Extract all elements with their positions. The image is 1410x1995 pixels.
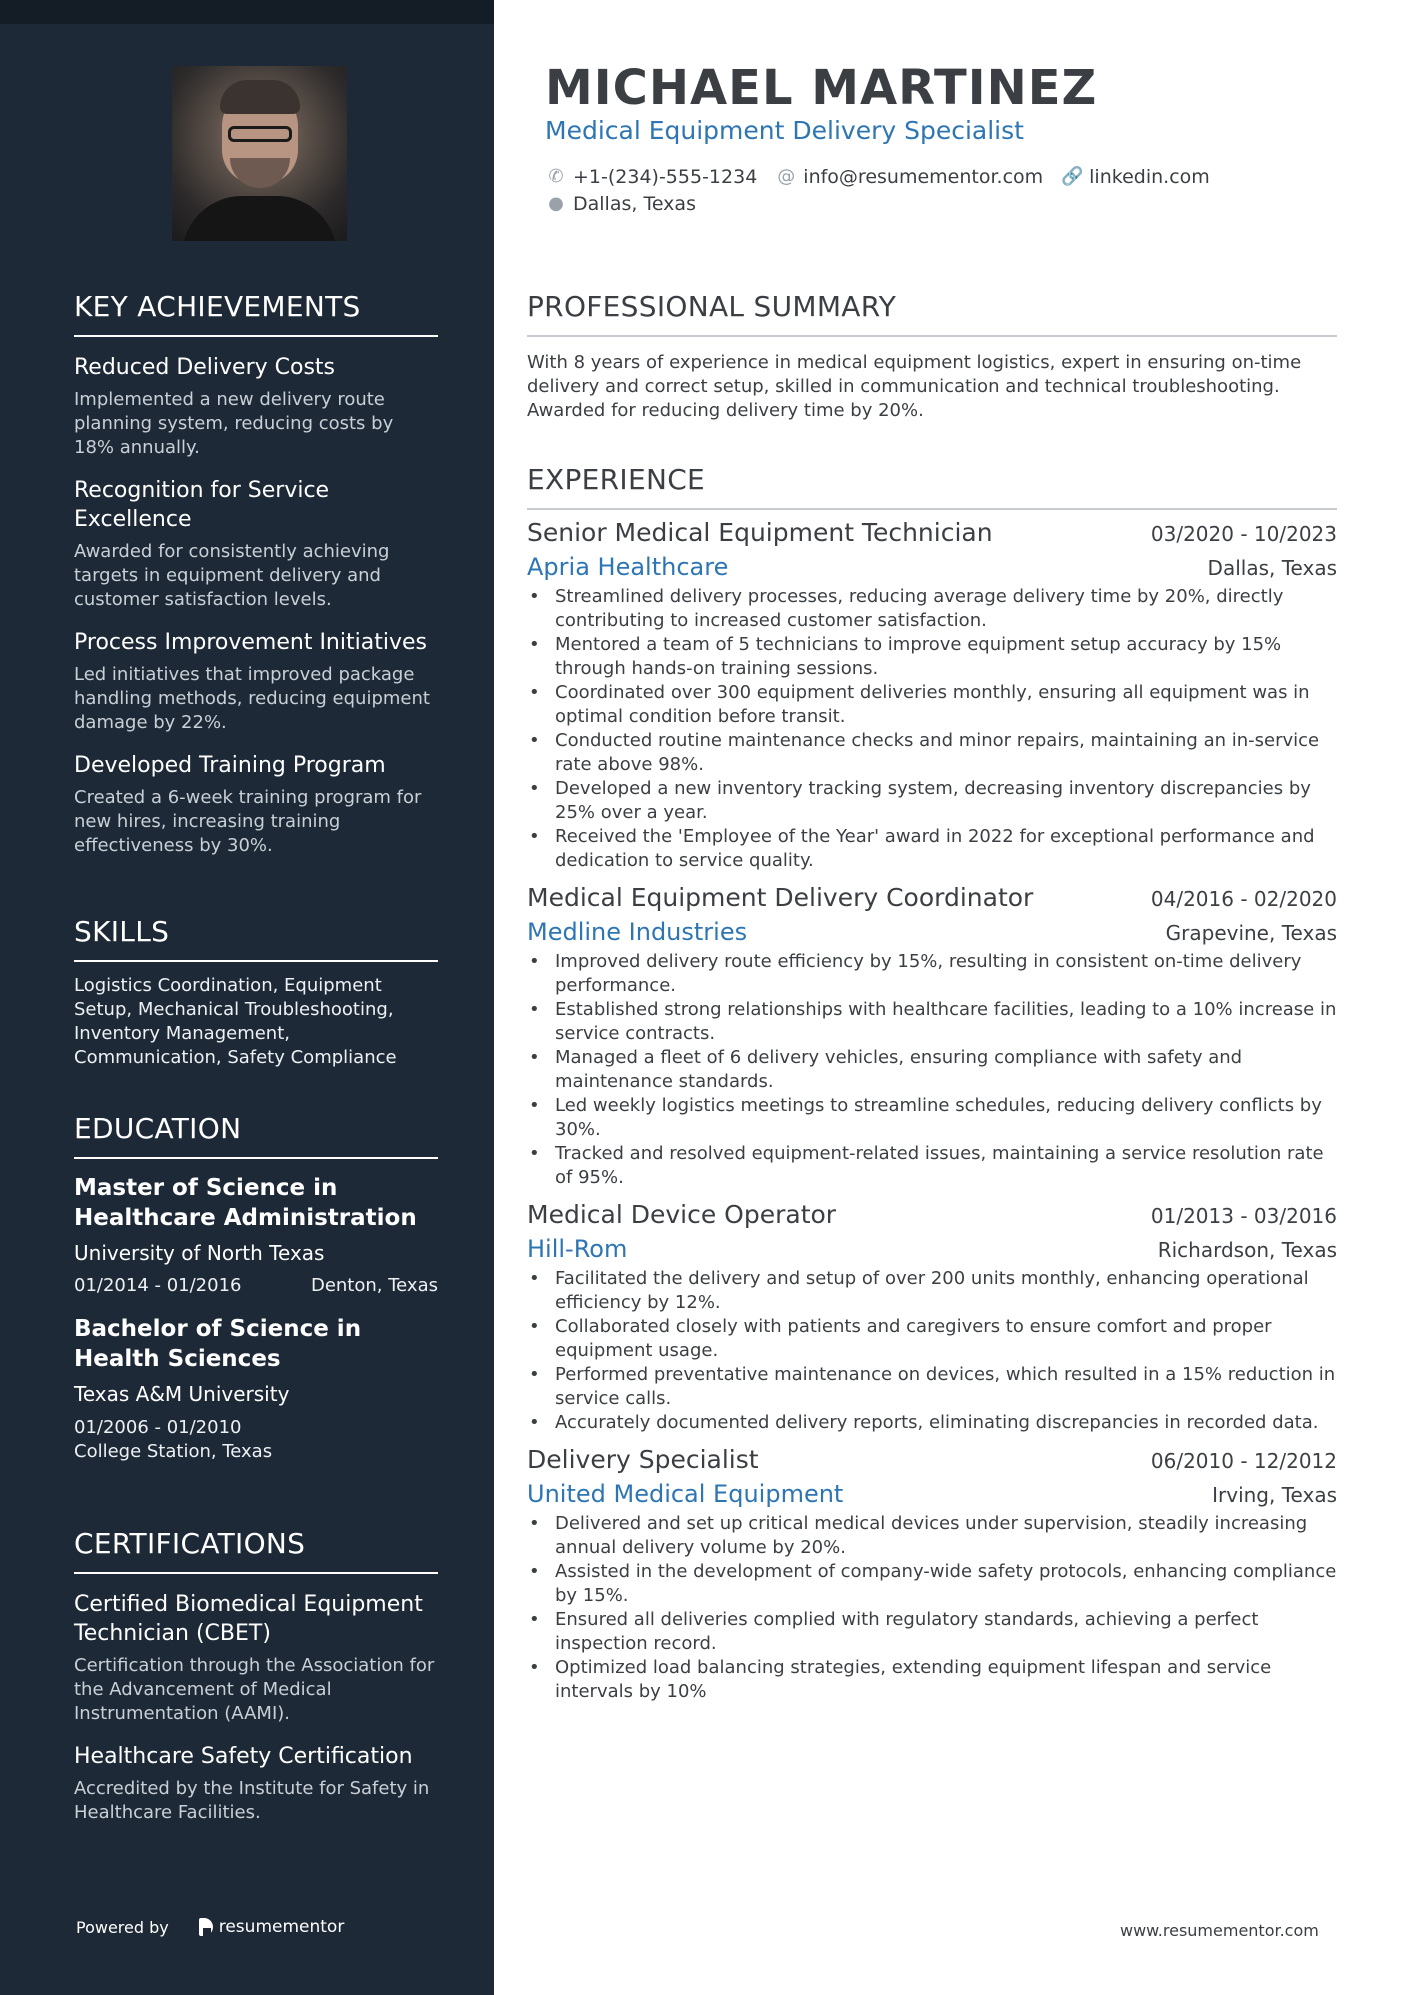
job-dates: 04/2016 - 02/2020 xyxy=(1150,887,1337,911)
job-bullets xyxy=(527,585,1337,873)
sidebar-top-bar xyxy=(0,0,494,24)
job-title: Delivery Specialist xyxy=(527,1445,759,1474)
job-bullet: • Collaborated closely with patients and caregivers to ensure comfort and proper equipment usage. xyxy=(527,1315,1337,1363)
job-entry xyxy=(527,1445,1337,1704)
job-company: United Medical Equipment xyxy=(527,1480,844,1508)
location-pin-icon: ● xyxy=(548,193,564,214)
education-location: College Station, Texas xyxy=(74,1441,273,1462)
achievement-desc: Created a 6-week training program for new hires, increasing training effectiveness by 30%. xyxy=(74,787,422,856)
job-bullets xyxy=(527,1267,1337,1435)
powered-by-label: Powered by xyxy=(76,1917,169,1937)
location-text: Dallas, Texas xyxy=(573,192,696,215)
job-bullets xyxy=(527,1512,1337,1704)
job-bullet: • Coordinated over 300 equipment deliveries monthly, ensuring all equipment was in optimal condition before transit. xyxy=(527,681,1337,729)
education-location: Denton, Texas xyxy=(310,1275,438,1296)
job-bullet: • Performed preventative maintenance on devices, which resulted in a 15% reduction in service calls. xyxy=(527,1363,1337,1411)
job-entry xyxy=(527,883,1337,1190)
job-dates: 06/2010 - 12/2012 xyxy=(1150,1449,1337,1473)
job-bullet: • Streamlined delivery processes, reducing average delivery time by 20%, directly contributing to increased customer satisfaction. xyxy=(527,585,1337,633)
job-bullet: • Tracked and resolved equipment-related issues, maintaining a service resolution rate of 95%. xyxy=(527,1142,1337,1190)
resumementor-logo-icon xyxy=(199,1918,213,1936)
job-bullet: • Improved delivery route efficiency by 15%, resulting in consistent on-time delivery performance. xyxy=(527,950,1337,998)
achievement-title: Reduced Delivery Costs xyxy=(74,355,336,380)
job-location: Dallas, Texas xyxy=(1207,556,1337,580)
job-company: Hill-Rom xyxy=(527,1235,628,1263)
sidebar xyxy=(0,0,494,1995)
education-section xyxy=(74,1112,438,1464)
job-dates: 01/2013 - 03/2016 xyxy=(1150,1204,1337,1228)
education-dates: 01/2006 - 01/2010 xyxy=(74,1417,242,1438)
job-dates: 03/2020 - 10/2023 xyxy=(1150,522,1337,546)
job-bullet: • Led weekly logistics meetings to streamline schedules, reducing delivery conflicts by 30%. xyxy=(527,1094,1337,1142)
achievement-title: Recognition for Service Excellence xyxy=(74,478,330,532)
contact-info xyxy=(545,163,1228,217)
job-bullet: • Managed a fleet of 6 delivery vehicles, ensuring compliance with safety and maintenance standards. xyxy=(527,1046,1337,1094)
contact-location xyxy=(545,193,696,215)
skills-heading: SKILLS xyxy=(74,915,438,962)
certification-desc: Accredited by the Institute for Safety in Healthcare Facilities. xyxy=(74,1778,430,1823)
summary-text: With 8 years of experience in medical equipment logistics, expert in ensuring on-time delivery and correct setup, skilled in communication and technical troubleshooting. Awarded for reducing delivery time by 20%. xyxy=(527,352,1302,421)
education-heading: EDUCATION xyxy=(74,1112,438,1159)
job-bullet: • Optimized load balancing strategies, extending equipment lifespan and service intervals by 10% xyxy=(527,1656,1337,1704)
email-text: info@resumementor.com xyxy=(803,165,1044,188)
job-bullet: • Conducted routine maintenance checks and minor repairs, maintaining an in-service rate above 98%. xyxy=(527,729,1337,777)
education-item xyxy=(74,1173,438,1296)
resumementor-brand: resumementor xyxy=(218,1917,345,1937)
footer-url[interactable]: www.resumementor.com xyxy=(1120,1921,1319,1940)
education-school: University of North Texas xyxy=(74,1241,325,1265)
key-achievements-heading: KEY ACHIEVEMENTS xyxy=(74,290,438,337)
powered-by xyxy=(76,1917,344,1937)
certification-item xyxy=(74,1742,438,1825)
job-bullet: • Mentored a team of 5 technicians to improve equipment setup accuracy by 15% through hands-on training sessions. xyxy=(527,633,1337,681)
certification-item xyxy=(74,1590,438,1726)
job-entry xyxy=(527,518,1337,873)
profile-photo xyxy=(172,66,347,241)
link-icon: 🔗 xyxy=(1061,166,1084,187)
contact-email[interactable] xyxy=(775,166,1043,188)
experience-section xyxy=(527,463,1337,1704)
job-location: Irving, Texas xyxy=(1212,1483,1337,1507)
contact-linkedin[interactable] xyxy=(1061,166,1210,188)
achievement-item xyxy=(74,353,438,460)
certifications-section xyxy=(74,1527,438,1825)
resumementor-logo[interactable] xyxy=(199,1917,345,1937)
skills-text: Logistics Coordination, Equipment Setup, Mechanical Troubleshooting, Inventory Management, Communication, Safety Compliance xyxy=(74,975,397,1068)
key-achievements-section xyxy=(74,290,438,858)
education-degree: Master of Science in Healthcare Administration xyxy=(74,1175,417,1231)
phone-icon: ✆ xyxy=(548,166,564,187)
linkedin-text: linkedin.com xyxy=(1089,165,1210,188)
achievement-desc: Implemented a new delivery route planning system, reducing costs by 18% annually. xyxy=(74,389,394,458)
experience-heading: EXPERIENCE xyxy=(527,463,1337,510)
achievement-desc: Awarded for consistently achieving targets in equipment delivery and customer satisfaction levels. xyxy=(74,541,390,610)
job-location: Grapevine, Texas xyxy=(1165,921,1337,945)
certification-desc: Certification through the Association for the Advancement of Medical Instrumentation (AAMI). xyxy=(74,1655,435,1724)
summary-heading: PROFESSIONAL SUMMARY xyxy=(527,290,1337,337)
job-company: Medline Industries xyxy=(527,918,748,946)
achievement-item xyxy=(74,751,438,858)
education-item xyxy=(74,1314,438,1464)
job-bullets xyxy=(527,950,1337,1190)
achievement-item xyxy=(74,476,438,612)
skills-section xyxy=(74,915,438,1070)
job-bullet: • Facilitated the delivery and setup of over 200 units monthly, enhancing operational efficiency by 12%. xyxy=(527,1267,1337,1315)
education-degree: Bachelor of Science in Health Sciences xyxy=(74,1316,362,1372)
job-title: Medical Equipment Delivery Coordinator xyxy=(527,883,1034,912)
contact-phone[interactable] xyxy=(545,166,757,188)
summary-section xyxy=(527,290,1337,423)
achievement-title: Process Improvement Initiatives xyxy=(74,630,427,655)
job-title: Medical Device Operator xyxy=(527,1200,837,1229)
job-company: Apria Healthcare xyxy=(527,553,729,581)
certification-title: Healthcare Safety Certification xyxy=(74,1744,413,1769)
certifications-heading: CERTIFICATIONS xyxy=(74,1527,438,1574)
candidate-title: Medical Equipment Delivery Specialist xyxy=(545,116,1024,145)
achievement-item xyxy=(74,628,438,735)
job-bullet: • Accurately documented delivery reports, eliminating discrepancies in recorded data. xyxy=(527,1411,1337,1435)
certification-title: Certified Biomedical Equipment Technician (CBET) xyxy=(74,1592,423,1646)
education-dates: 01/2014 - 01/2016 xyxy=(74,1275,242,1296)
candidate-name: MICHAEL MARTINEZ xyxy=(545,60,1098,116)
achievement-title: Developed Training Program xyxy=(74,753,386,778)
education-school: Texas A&M University xyxy=(74,1382,290,1406)
at-icon: @ xyxy=(777,166,796,187)
achievement-desc: Led initiatives that improved package handling methods, reducing equipment damage by 22%. xyxy=(74,664,430,733)
job-bullet: • Assisted in the development of company-wide safety protocols, enhancing compliance by 15%. xyxy=(527,1560,1337,1608)
phone-text: +1-(234)-555-1234 xyxy=(573,165,758,188)
job-bullet: • Received the 'Employee of the Year' award in 2022 for exceptional performance and dedication to service quality. xyxy=(527,825,1337,873)
job-bullet: • Delivered and set up critical medical devices under supervision, steadily increasing annual delivery volume by 20%. xyxy=(527,1512,1337,1560)
job-entry xyxy=(527,1200,1337,1435)
job-title: Senior Medical Equipment Technician xyxy=(527,518,993,547)
job-bullet: • Developed a new inventory tracking system, decreasing inventory discrepancies by 25% over a year. xyxy=(527,777,1337,825)
job-bullet: • Ensured all deliveries complied with regulatory standards, achieving a perfect inspection record. xyxy=(527,1608,1337,1656)
job-location: Richardson, Texas xyxy=(1157,1238,1337,1262)
job-bullet: • Established strong relationships with healthcare facilities, leading to a 10% increase in service contracts. xyxy=(527,998,1337,1046)
